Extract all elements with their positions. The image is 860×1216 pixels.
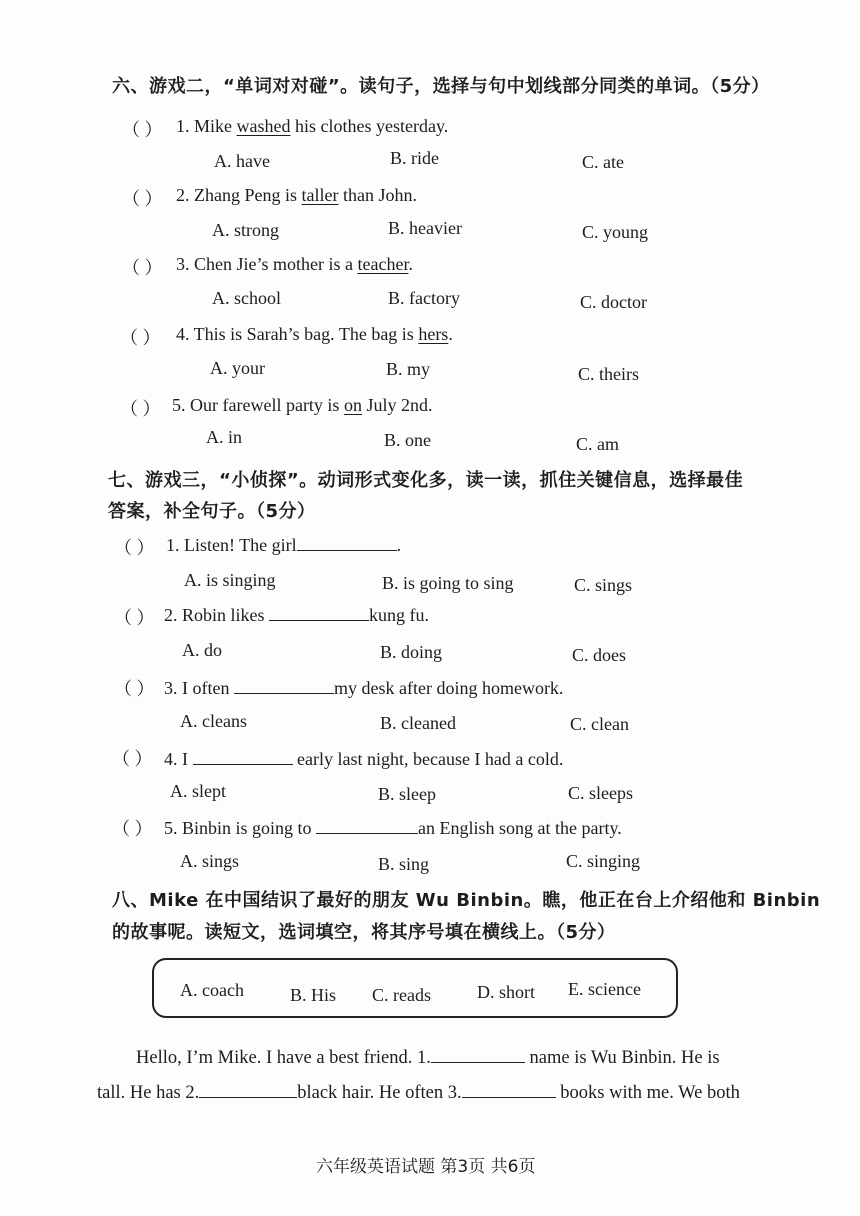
underlined-word: teacher — [357, 254, 409, 274]
fill-blank-2[interactable] — [199, 1081, 297, 1098]
answer-paren[interactable]: （ ） — [114, 608, 155, 628]
option-b: B. sing — [378, 854, 430, 874]
word-bank-item: D. short — [477, 982, 535, 1002]
option-c: C. sleeps — [568, 783, 633, 803]
option-a: A. your — [210, 358, 265, 378]
passage-line-2: tall. He has 2. black hair. He often 3. books with me. We both — [97, 1083, 740, 1103]
option-c: C. singing — [566, 851, 641, 871]
question-text: 1. Listen! The girl . — [166, 535, 402, 555]
fill-blank[interactable] — [193, 748, 293, 765]
question-text: 4. This is Sarah’s bag. The bag is hers. — [176, 324, 453, 344]
option-c: C. doctor — [580, 292, 647, 312]
option-b: B. one — [384, 430, 431, 450]
section7-title-line2: 答案，补全句子。（5分） — [108, 501, 316, 522]
question-text: 2. Robin likes kung fu. — [164, 605, 430, 625]
option-a: A. is singing — [184, 570, 276, 590]
question-text: 2. Zhang Peng is taller than John. — [176, 185, 417, 205]
answer-paren[interactable]: （ ） — [114, 538, 155, 558]
option-c: C. theirs — [578, 364, 639, 384]
answer-paren[interactable]: （ ） — [122, 189, 163, 209]
answer-paren[interactable]: （ ） — [112, 819, 153, 839]
question-text: 4. I early last night, because I had a cold. — [164, 749, 564, 769]
option-a: A. in — [206, 427, 242, 447]
option-c: C. young — [582, 222, 649, 242]
answer-paren[interactable]: （ ） — [120, 328, 161, 348]
option-c: C. does — [572, 645, 626, 665]
option-b: B. sleep — [378, 784, 436, 804]
word-bank-item: C. reads — [372, 985, 431, 1005]
option-a: A. cleans — [180, 711, 247, 731]
word-bank-item: B. His — [290, 985, 337, 1005]
option-c: C. am — [576, 434, 619, 454]
answer-paren[interactable]: （ ） — [112, 749, 153, 769]
option-b: B. my — [386, 359, 431, 379]
option-b: B. heavier — [388, 218, 462, 238]
underlined-word: hers — [418, 324, 449, 344]
passage-line-1: Hello, I’m Mike. I have a best friend. 1. name is Wu Binbin. He is — [136, 1048, 720, 1068]
underlined-word: taller — [301, 185, 339, 205]
word-bank-item: E. science — [568, 979, 641, 999]
answer-paren[interactable]: （ ） — [122, 258, 163, 278]
option-a: A. strong — [212, 220, 279, 240]
answer-paren[interactable]: （ ） — [114, 679, 155, 699]
section8-title-line2: 的故事呢。读短文，选词填空，将其序号填在横线上。（5分） — [112, 922, 616, 943]
answer-paren[interactable]: （ ） — [120, 399, 161, 419]
fill-blank[interactable] — [234, 677, 334, 694]
fill-blank[interactable] — [269, 604, 369, 621]
option-c: C. clean — [570, 714, 629, 734]
option-a: A. sings — [180, 851, 240, 871]
section7-title-line1: 七、游戏三，“小侦探”。动词形式变化多，读一读，抓住关键信息，选择最佳 — [108, 470, 744, 491]
option-a: A. slept — [170, 781, 226, 801]
section6-title: 六、游戏二，“单词对对碰”。读句子，选择与句中划线部分同类的单词。（5分） — [112, 76, 770, 97]
question-text: 1. Mike washed his clothes yesterday. — [176, 116, 449, 136]
option-c: C. ate — [582, 152, 624, 172]
option-b: B. factory — [388, 288, 460, 308]
option-b: B. doing — [380, 642, 443, 662]
word-bank-item: A. coach — [180, 980, 244, 1000]
fill-blank-1[interactable] — [431, 1046, 525, 1063]
question-text: 5. Our farewell party is on July 2nd. — [172, 395, 433, 415]
question-text: 5. Binbin is going to an English song at the party. — [164, 818, 622, 838]
option-a: A. do — [182, 640, 222, 660]
question-text: 3. Chen Jie’s mother is a teacher. — [176, 254, 413, 274]
underlined-word: on — [343, 395, 362, 415]
option-b: B. cleaned — [380, 713, 456, 733]
option-a: A. have — [214, 151, 270, 171]
fill-blank[interactable] — [316, 817, 418, 834]
fill-blank-3[interactable] — [462, 1081, 556, 1098]
question-text: 3. I often my desk after doing homework. — [164, 678, 564, 698]
option-a: A. school — [212, 288, 281, 308]
fill-blank[interactable] — [297, 534, 397, 551]
option-b: B. ride — [390, 148, 439, 168]
option-b: B. is going to sing — [382, 573, 514, 593]
section8-title-line1: 八、Mike 在中国结识了最好的朋友 Wu Binbin。瞧，他正在台上介绍他和 Binbin — [112, 890, 821, 911]
underlined-word: washed — [236, 116, 291, 136]
option-c: C. sings — [574, 575, 633, 595]
answer-paren[interactable]: （ ） — [122, 120, 163, 140]
page-footer: 六年级英语试题 第3页 共6页 — [316, 1157, 536, 1177]
